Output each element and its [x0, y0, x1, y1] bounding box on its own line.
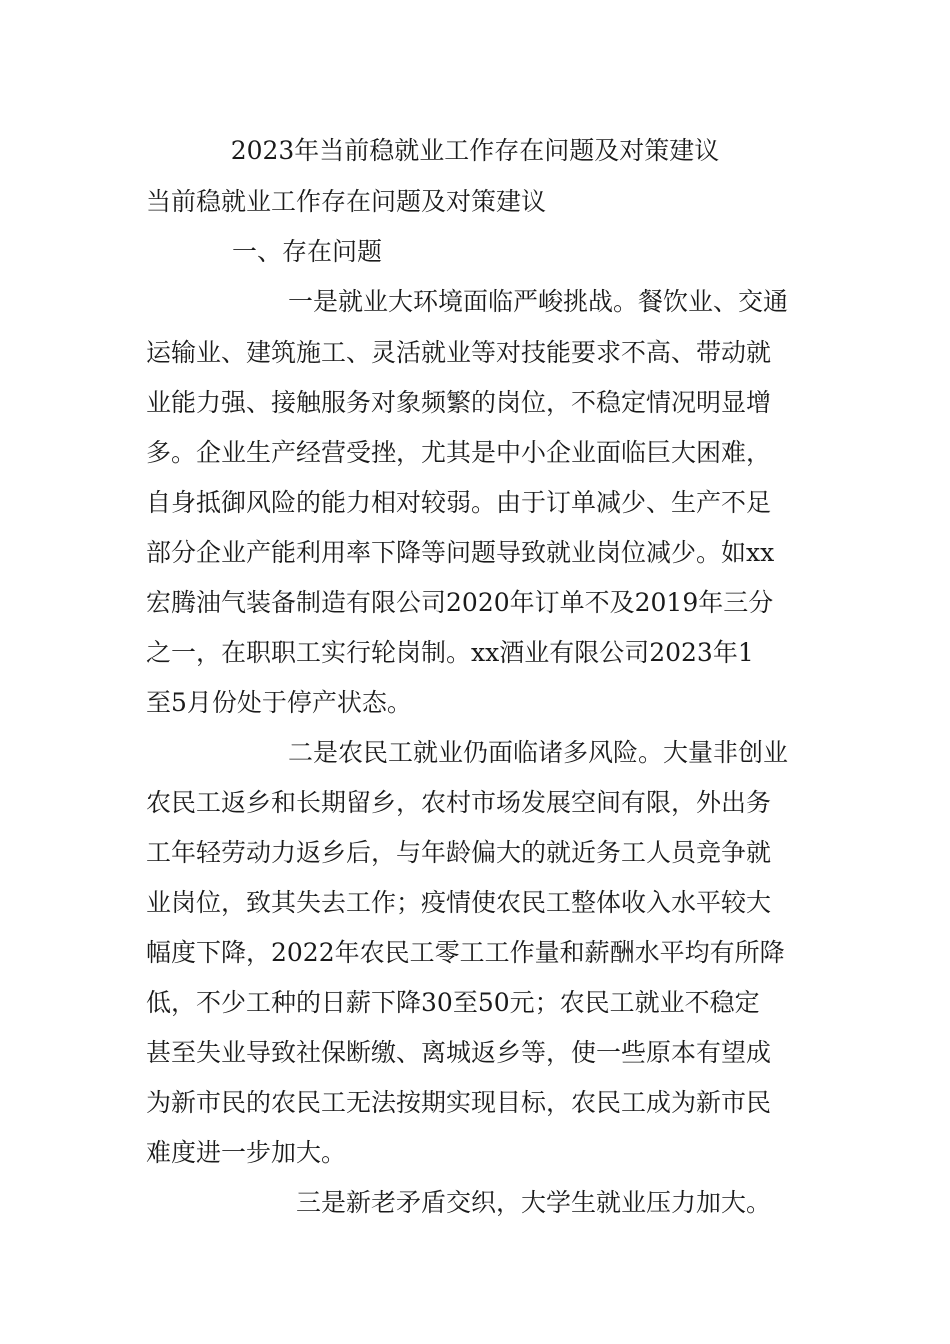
paragraph-line: 低，不少工种的日薪下降30至50元；农民工就业不稳定	[146, 988, 760, 1017]
paragraph-line: 一是就业大环境面临严峻挑战。餐饮业、交通	[288, 287, 789, 316]
paragraph-line: 之一，在职职工实行轮岗制。xx酒业有限公司2023年1	[146, 638, 754, 667]
paragraph-line: 难度进一步加大。	[146, 1138, 347, 1167]
paragraph-line: 部分企业产能利用率下降等问题导致就业岗位减少。如xx	[146, 538, 775, 567]
paragraph-line: 自身抵御风险的能力相对较弱。由于订单减少、生产不足	[146, 488, 772, 517]
paragraph-line: 农民工返乡和长期留乡，农村市场发展空间有限，外出务	[146, 788, 772, 817]
section-heading: 一、存在问题	[232, 237, 383, 266]
paragraph-line: 宏腾油气装备制造有限公司2020年订单不及2019年三分	[146, 588, 774, 617]
document-subtitle: 当前稳就业工作存在问题及对策建议	[146, 187, 547, 216]
paragraph-line: 二是农民工就业仍面临诸多风险。大量非创业	[288, 738, 789, 767]
paragraph-line: 甚至失业导致社保断缴、离城返乡等，使一些原本有望成	[146, 1038, 772, 1067]
paragraph-line: 工年轻劳动力返乡后，与年龄偏大的就近务工人员竞争就	[146, 838, 772, 867]
paragraph-line: 多。企业生产经营受挫，尤其是中小企业面临巨大困难，	[146, 438, 772, 467]
document-title: 2023年当前稳就业工作存在问题及对策建议	[230, 136, 720, 165]
paragraph-line: 至5月份处于停产状态。	[146, 688, 412, 717]
paragraph-line: 运输业、建筑施工、灵活就业等对技能要求不高、带动就	[146, 338, 772, 367]
paragraph-line: 幅度下降，2022年农民工零工工作量和薪酬水平均有所降	[146, 938, 785, 967]
paragraph-line: 业能力强、接触服务对象频繁的岗位，不稳定情况明显增	[146, 388, 772, 417]
paragraph-line: 为新市民的农民工无法按期实现目标，农民工成为新市民	[146, 1088, 772, 1117]
paragraph-line: 业岗位，致其失去工作；疫情使农民工整体收入水平较大	[146, 888, 772, 917]
paragraph-line: 三是新老矛盾交织，大学生就业压力加大。	[296, 1188, 772, 1217]
